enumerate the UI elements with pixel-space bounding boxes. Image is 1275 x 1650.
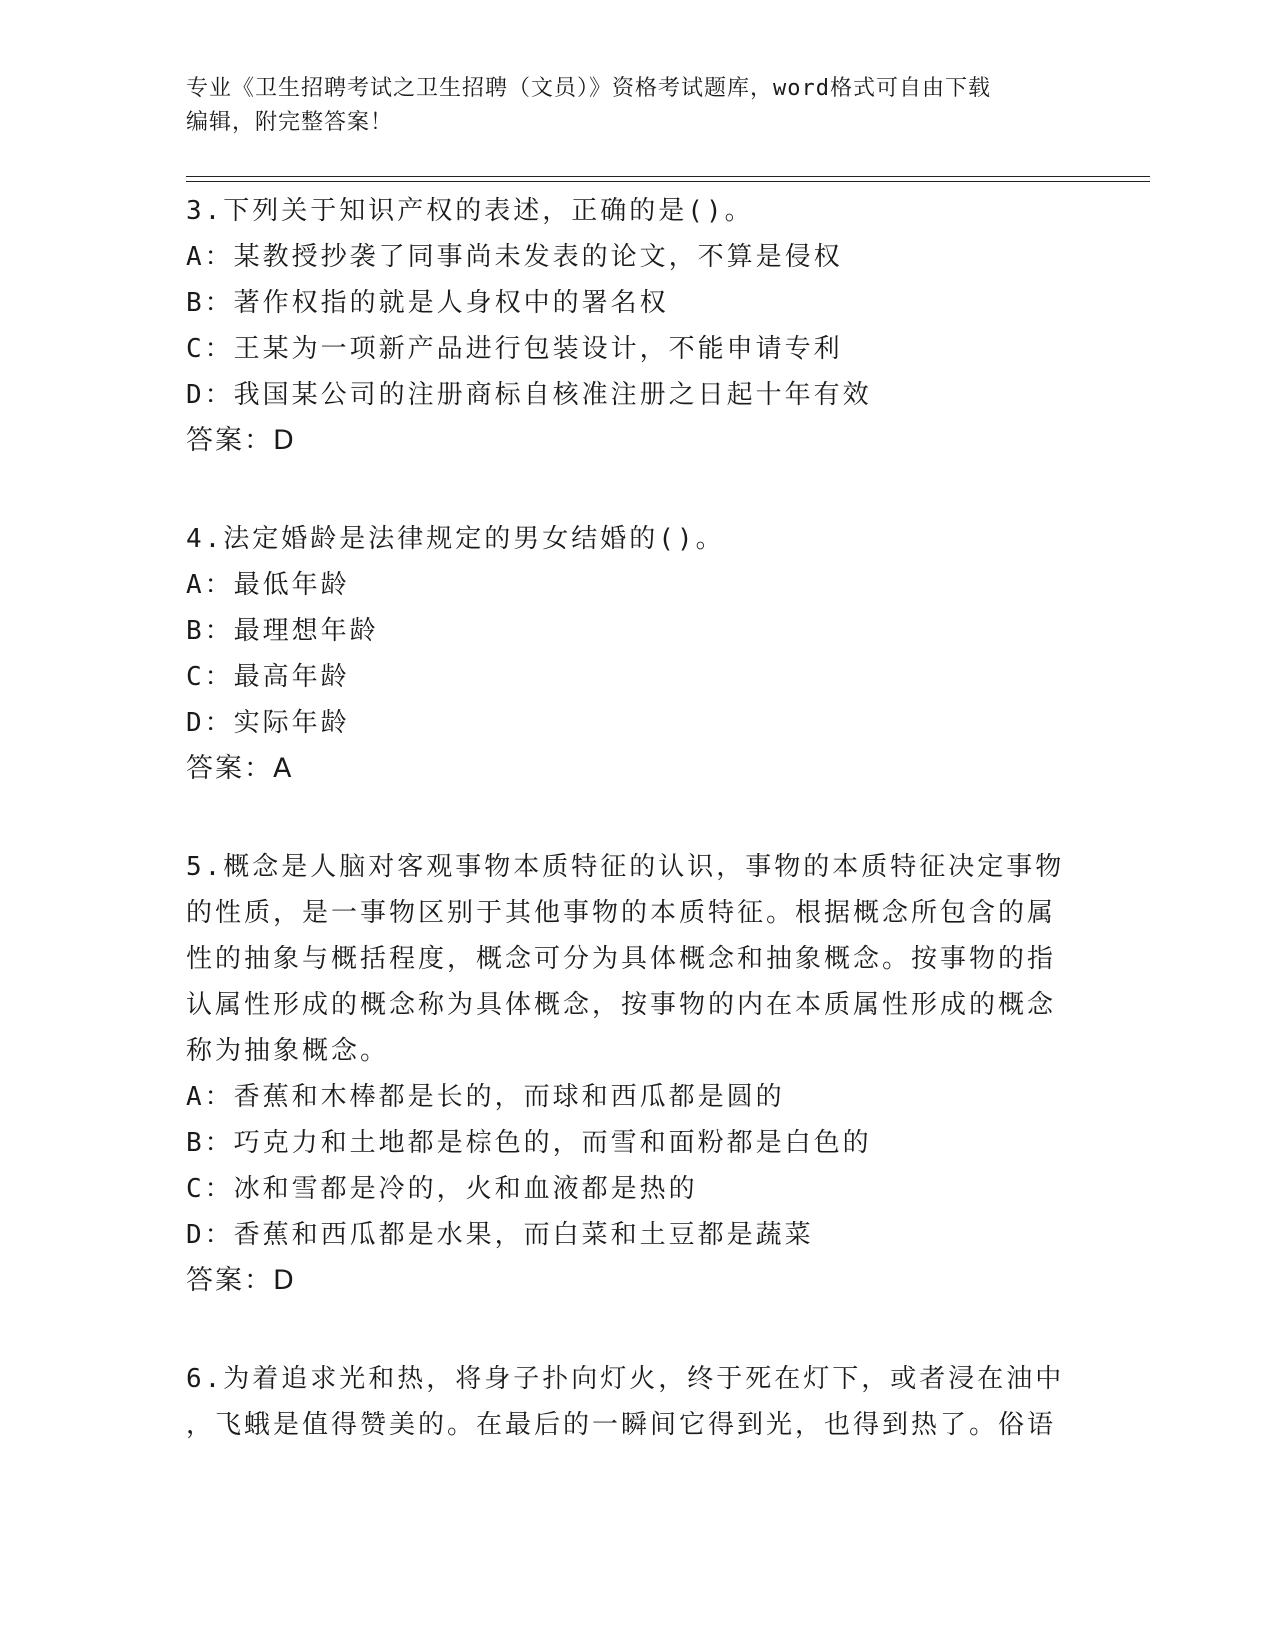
option-letter: C： (186, 334, 234, 364)
option-text: 著作权指的就是人身权中的署名权 (233, 288, 669, 318)
option-letter: A： (186, 242, 234, 272)
option-text: 香蕉和木棒都是长的，而球和西瓜都是圆的 (233, 1082, 785, 1112)
option-text: 某教授抄袭了同事尚未发表的论文，不算是侵权 (233, 242, 843, 272)
option-text: 王某为一项新产品进行包装设计，不能申请专利 (233, 334, 843, 364)
header-line-2: 编辑，附完整答案！ (186, 110, 394, 135)
question-stem: 3.下列关于知识产权的表述，正确的是()。 (186, 196, 754, 226)
option-a (186, 562, 1066, 608)
option-letter: B： (186, 1128, 234, 1158)
question-5 (186, 844, 1066, 1304)
question-stem: 4.法定婚龄是法律规定的男女结婚的()。 (186, 524, 725, 554)
option-text: 香蕉和西瓜都是水果，而白菜和土豆都是蔬菜 (233, 1220, 814, 1250)
option-text: 实际年龄 (233, 708, 350, 738)
header-divider-bottom (186, 181, 1150, 182)
question-stem-line: 称为抽象概念。 (186, 1036, 390, 1066)
option-letter: C： (186, 662, 234, 692)
option-text: 最低年龄 (233, 570, 350, 600)
option-b (186, 1120, 1066, 1166)
option-d (186, 372, 1066, 418)
question-stem-line: ，飞蛾是值得赞美的。在最后的一瞬间它得到光，也得到热了。俗语 (186, 1410, 1057, 1440)
option-text: 我国某公司的注册商标自核准注册之日起十年有效 (233, 380, 872, 410)
option-letter: D： (186, 708, 234, 738)
option-c (186, 326, 1066, 372)
option-letter: D： (186, 380, 234, 410)
question-stem-line: 6.为着追求光和热，将身子扑向灯火，终于死在灯下，或者浸在油中 (186, 1364, 1065, 1394)
answer-line: 答案：D (186, 425, 296, 456)
option-letter: A： (186, 1082, 234, 1112)
option-letter: C： (186, 1174, 234, 1204)
question-stem-line: 性的抽象与概括程度，概念可分为具体概念和抽象概念。按事物的指 (186, 944, 1057, 974)
option-letter: A： (186, 570, 234, 600)
option-text: 冰和雪都是冷的，火和血液都是热的 (233, 1174, 698, 1204)
question-stem-line: 认属性形成的概念称为具体概念，按事物的内在本质属性形成的概念 (186, 990, 1057, 1020)
answer-line: 答案：A (186, 753, 294, 784)
option-letter: D： (186, 1220, 234, 1250)
question-3 (186, 188, 1066, 464)
question-stem-line: 5.概念是人脑对客观事物本质特征的认识，事物的本质特征决定事物 (186, 852, 1065, 882)
option-c (186, 1166, 1066, 1212)
option-text: 最理想年龄 (233, 616, 379, 646)
option-c (186, 654, 1066, 700)
document-header (186, 72, 1066, 140)
option-text: 巧克力和土地都是棕色的，而雪和面粉都是白色的 (233, 1128, 872, 1158)
option-letter: B： (186, 288, 234, 318)
option-b (186, 608, 1066, 654)
option-text: 最高年龄 (233, 662, 350, 692)
option-b (186, 280, 1066, 326)
header-line-1: 专业《卫生招聘考试之卫生招聘（文员）》资格考试题库，word格式可自由下载 (186, 76, 991, 101)
question-4 (186, 516, 1066, 792)
question-list (186, 188, 1066, 1500)
header-divider-top (186, 176, 1150, 177)
question-6 (186, 1356, 1066, 1448)
option-d (186, 700, 1066, 746)
question-stem-line: 的性质，是一事物区别于其他事物的本质特征。根据概念所包含的属 (186, 898, 1057, 928)
option-a (186, 234, 1066, 280)
option-d (186, 1212, 1066, 1258)
answer-line: 答案：D (186, 1265, 296, 1296)
option-a (186, 1074, 1066, 1120)
option-letter: B： (186, 616, 234, 646)
